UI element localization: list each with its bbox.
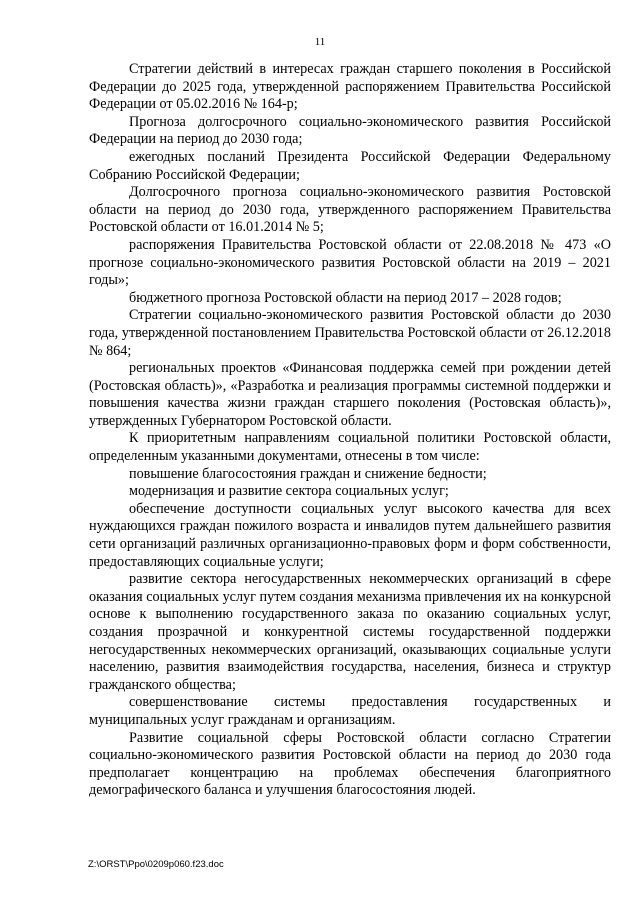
paragraph: бюджетного прогноза Ростовской области на период 2017 – 2028 годов; xyxy=(129,289,562,306)
footer-file-path: Z:\ORST\Ppo\0209p060.f23.doc xyxy=(88,859,224,870)
paragraph: Стратегии социально-экономического развития Ростовской области до 2030 года, утвержденной постановлением Правительства Ростовской области от 26.12.2018 № 864; xyxy=(89,307,611,359)
paragraph: Развитие социальной сферы Ростовской области согласно Стратегии социально-экономического развития Ростовской области на период до 2030 года предполагает концентрацию на проблемах обеспечения благоприятного демографического баланса и улучшения благосостояния людей. xyxy=(89,729,611,799)
page-number: 11 xyxy=(314,36,326,48)
paragraph: Прогноза долгосрочного социально-экономического развития Российской Федерации на период до 2030 года; xyxy=(89,113,611,148)
paragraph: совершенствование системы предоставления государственных и муниципальных услуг гражданам и организациям. xyxy=(89,694,611,728)
paragraph: повышение благосостояния граждан и снижение бедности; xyxy=(129,465,487,482)
document-body xyxy=(89,61,611,800)
paragraph: К приоритетным направлениям социальной политики Ростовской области, определенным указанными документами, отнесены в том числе: xyxy=(89,430,611,465)
paragraph: Долгосрочного прогноза социально-экономического развития Ростовской области на период до 2030 года, утвержденного распоряжением Правительства Ростовской области от 16.01.2014 № 5; xyxy=(89,184,611,236)
paragraph: развитие сектора негосударственных некоммерческих организаций в сфере оказания социальных услуг путем создания механизма привлечения их на конкурсной основе к выполнению государственного заказа по оказанию социальных услуг, создания прозрачной и конкурентной системы государственной поддержки негосударственных некоммерческих организаций, оказывающих социальные услуги населению, развития взаимодействия государства, населения, бизнеса и структур гражданского общества; xyxy=(89,571,611,693)
paragraph: распоряжения Правительства Ростовской области от 22.08.2018 № 473 «О прогнозе социально-экономического развития Ростовской области на 2019 – 2021 годы»; xyxy=(89,236,611,289)
paragraph: ежегодных посланий Президента Российской Федерации Федеральному Собранию Российской Федерации; xyxy=(89,148,611,183)
paragraph: модернизация и развитие сектора социальных услуг; xyxy=(129,483,449,500)
paragraph: обеспечение доступности социальных услуг высокого качества для всех нуждающихся граждан пожилого возраста и инвалидов путем дальнейшего развития сети организаций различных организационно-правовых форм и форм собственности, предоставляющих социальные услуги; xyxy=(89,500,611,570)
paragraph: Стратегии действий в интересах граждан старшего поколения в Российской Федерации до 2025 года, утвержденной распоряжением Правительства Российской Федерации от 05.02.2016 № 164-р; xyxy=(89,61,611,113)
paragraph: региональных проектов «Финансовая поддержка семей при рождении детей (Ростовская область)», «Разработка и реализация программы системной поддержки и повышения качества жизни граждан старшего поколения (Ростовская область)», утвержденных Губернатором Ростовской области. xyxy=(89,360,611,429)
